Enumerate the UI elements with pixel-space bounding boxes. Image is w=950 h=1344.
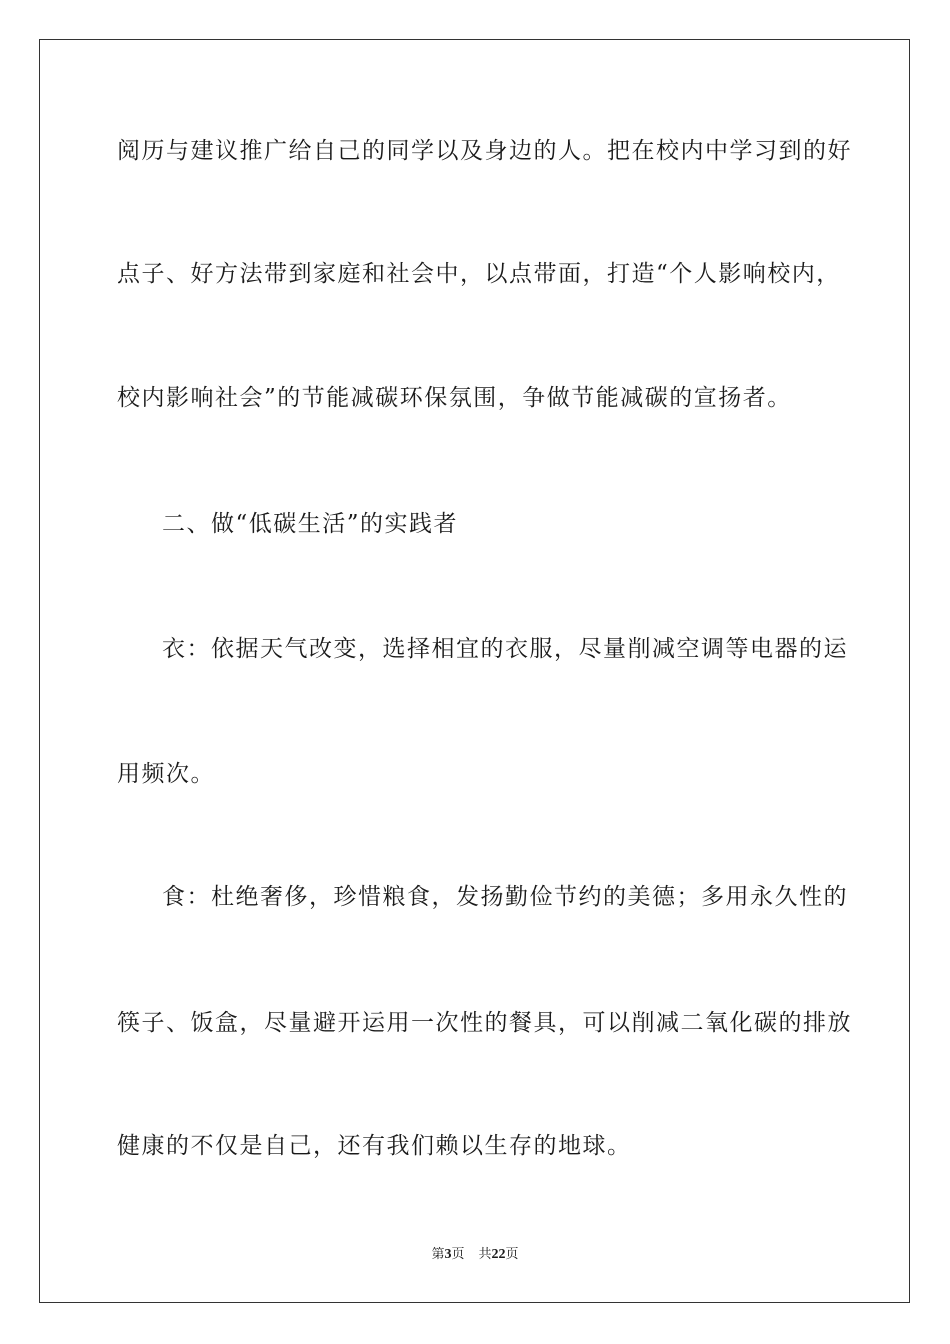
body-line-8: 健康的不仅是自己，还有我们赖以生存的地球。 [117, 1133, 632, 1159]
body-line-clothing: 衣：依据天气改变，选择相宜的衣服，尽量削减空调等电器的运 [162, 636, 848, 662]
body-line-1: 阅历与建议推广给自己的同学以及身边的人。把在校内中学习到的好 [117, 138, 852, 164]
page-prefix: 第 [431, 1247, 445, 1262]
body-line-food: 食：杜绝奢侈，珍惜粮食，发扬勤俭节约的美德；多用永久性的 [162, 884, 848, 910]
page-total: 22 [491, 1247, 506, 1262]
section-heading: 二、做“低碳生活”的实践者 [162, 511, 459, 537]
body-line-3: 校内影响社会”的节能减碳环保氛围，争做节能减碳的宣扬者。 [117, 385, 792, 411]
page-border [39, 39, 910, 1303]
total-prefix: 共 [478, 1247, 492, 1262]
body-line-2: 点子、好方法带到家庭和社会中，以点带面，打造“个人影响校内， [117, 261, 841, 287]
page-footer [0, 1246, 950, 1264]
page-suffix: 页 [451, 1247, 465, 1262]
body-line-7: 筷子、饭盒，尽量避开运用一次性的餐具，可以削减二氧化碳的排放 [117, 1010, 852, 1036]
total-suffix: 页 [505, 1247, 519, 1262]
page-current: 3 [444, 1247, 452, 1262]
body-line-5: 用频次。 [117, 761, 215, 787]
